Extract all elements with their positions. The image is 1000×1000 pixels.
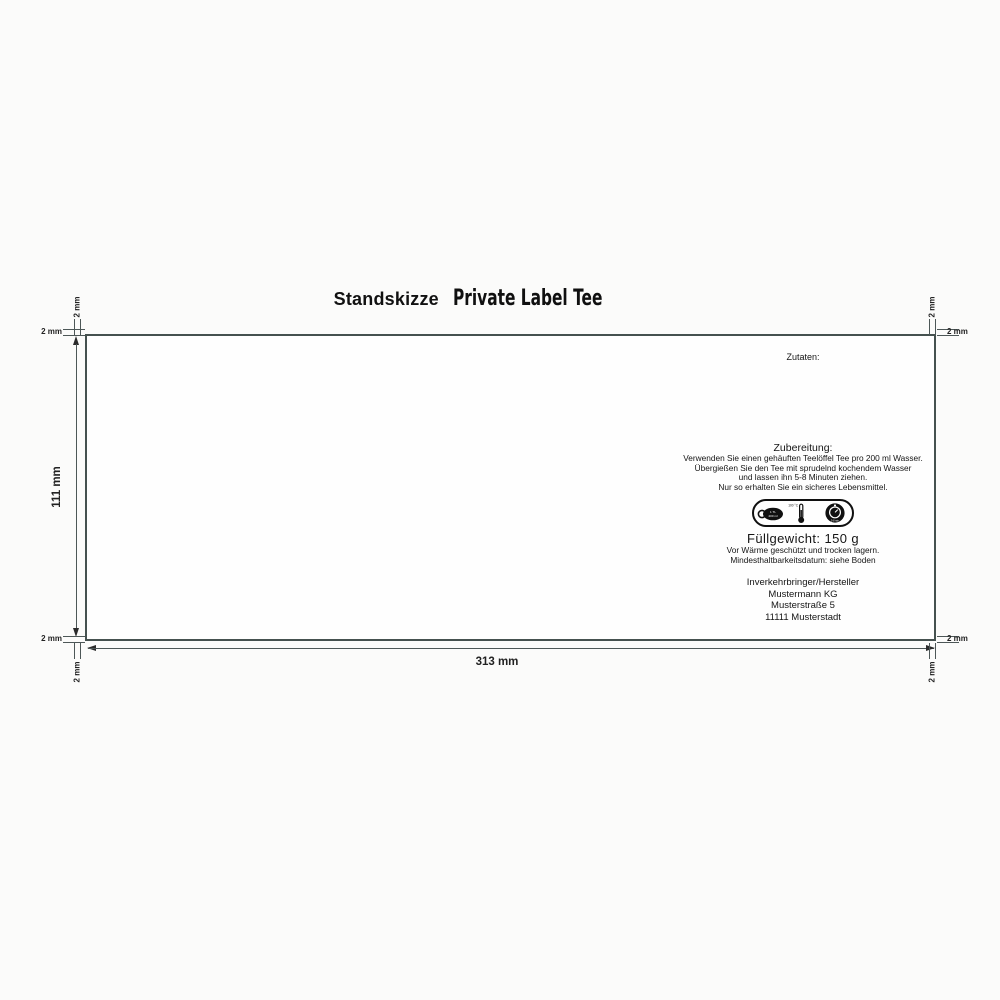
label-content (674, 336, 932, 623)
ingredients-heading: Zutaten: (786, 352, 820, 362)
seam-label-top-left-v: 2 mm (72, 296, 82, 318)
preparation-line: Nur so erhalten Sie ein sicheres Lebensmittel. (718, 481, 888, 492)
thermometer-temp-text: 100 °C (788, 503, 798, 508)
page-title (0, 286, 1000, 311)
width-dimension-label: 313 mm (475, 656, 519, 668)
seam-label-bottom-left-v: 2 mm (72, 661, 82, 683)
teacup-icon (758, 508, 783, 521)
preparation-icon-strip (752, 499, 854, 527)
seam-label-bottom-right-v: 2 mm (927, 661, 937, 683)
seam-tick (74, 643, 81, 659)
preparation-icons (756, 502, 850, 524)
seam-tick (929, 643, 936, 659)
seam-label-bottom-left-h: 2 mm (41, 634, 62, 643)
sketch-type-title: Standskizze (333, 289, 439, 309)
preparation-line: Verwenden Sie einen gehäuften Teelöffel Tee pro 200 ml Wasser. (683, 453, 923, 463)
seam-tick (63, 636, 85, 643)
height-dimension-label: 111 mm (51, 466, 63, 508)
preparation-line: Übergießen Sie den Tee mit sprudelnd kochendem Wasser (694, 462, 912, 473)
width-dimension-line (88, 648, 934, 649)
seam-tick (63, 329, 85, 336)
seam-label-top-right-v: 2 mm (927, 296, 937, 318)
product-title: Private Label Tee (452, 286, 603, 311)
storage-line: Vor Wärme geschützt und trocken lagern. (726, 545, 880, 555)
timer-duration-text: 5-8 min (831, 519, 839, 523)
seam-label-bottom-right-h: 2 mm (947, 634, 968, 643)
preparation-line: und lassen ihn 5-8 Minuten ziehen. (738, 472, 868, 482)
manufacturer-street: Musterstraße 5 (771, 600, 835, 611)
label-outline (85, 334, 936, 641)
teacup-dose-text-1: 1 TL (770, 510, 776, 515)
manufacturer-city: 11111 Musterstadt (765, 611, 841, 623)
seam-label-top-right-h: 2 mm (947, 327, 968, 336)
teacup-dose-text-2: 200 ml (768, 513, 778, 518)
manufacturer-name: Mustermann KG (768, 588, 838, 600)
preparation-heading: Zubereitung: (773, 442, 833, 454)
seam-label-top-left-h: 2 mm (41, 327, 62, 336)
timer-icon (825, 503, 844, 522)
manufacturer-heading: Inverkehrbringer/Hersteller (746, 577, 860, 588)
height-dimension-line (76, 344, 77, 629)
seam-tick (929, 319, 936, 335)
fill-weight: Füllgewicht: 150 g (747, 531, 859, 546)
storage-line: Mindesthaltbarkeitsdatum: siehe Boden (730, 554, 876, 565)
thermometer-icon (788, 504, 804, 523)
